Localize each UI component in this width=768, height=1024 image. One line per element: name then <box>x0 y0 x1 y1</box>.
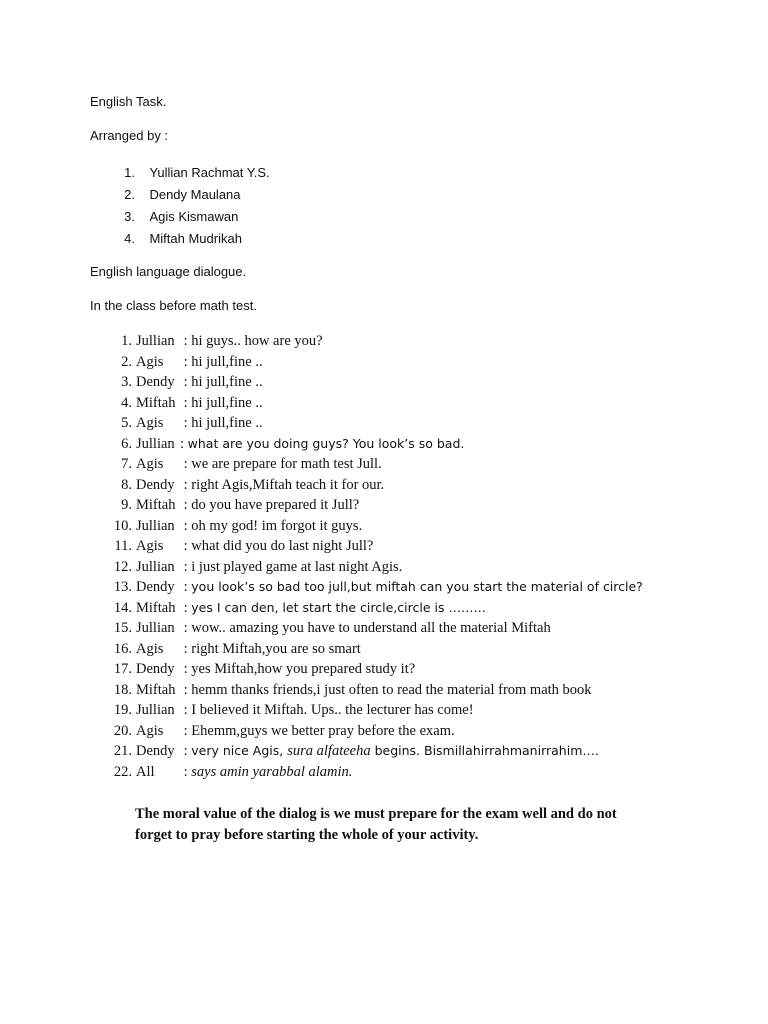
dialog-speaker: Agis <box>136 456 164 472</box>
dialog-text: Ehemm,guys we better pray before the exam. <box>191 722 455 739</box>
dialog-text: hemm thanks friends,i just often to read the material from math book <box>191 681 592 698</box>
author-item <box>90 164 270 186</box>
dialog-speaker: Miftah <box>136 599 176 616</box>
dialog-speaker: Dendy <box>136 743 175 759</box>
dialog-text: what are you doing guys? You look’s so bad. <box>187 435 465 451</box>
dialog-separator: : <box>180 435 188 452</box>
dialog-line-number: 2. <box>121 353 132 370</box>
dialog-line <box>90 558 643 579</box>
dialog-line-number: 10. <box>113 517 132 534</box>
dialog-speaker: Agis <box>136 640 164 657</box>
dialog-separator: : <box>180 353 192 370</box>
setting-heading: In the class before math test. <box>90 298 257 313</box>
moral-statement: The moral value of the dialog is we must prepare for the exam well and do not forget to pray before starting the whole of your activity. <box>135 806 617 843</box>
dialog-speaker: Jullian <box>136 620 175 636</box>
dialog-speaker: Dendy <box>136 476 175 493</box>
dialog-line <box>90 742 643 763</box>
author-item <box>90 230 270 252</box>
dialog-line-number: 12. <box>113 558 132 575</box>
author-list <box>90 164 270 252</box>
dialog-speaker: Agis <box>136 722 164 739</box>
dialog-text: what did you do last night Jull? <box>191 538 374 554</box>
author-name: Agis Kismawan <box>149 209 239 224</box>
dialog-line-number: 13. <box>113 579 132 595</box>
dialog-line <box>90 619 643 640</box>
dialog-separator: : <box>180 722 192 739</box>
dialog-line-number: 9. <box>121 497 132 513</box>
dialog-text: wow.. amazing you have to understand all the material Miftah <box>191 620 551 636</box>
dialog-line <box>90 353 643 374</box>
dialog-speaker: Jullian <box>136 517 175 534</box>
dialog-separator: : <box>180 743 192 759</box>
dialog-separator: : <box>180 702 192 718</box>
dialog-list <box>90 332 643 783</box>
dialog-line-number: 22. <box>113 763 132 780</box>
dialog-line-number: 19. <box>113 702 132 718</box>
dialog-speaker: Jullian <box>136 558 175 575</box>
dialog-speaker: Miftah <box>136 681 176 698</box>
dialog-speaker: All <box>136 763 155 780</box>
dialog-line <box>90 537 643 558</box>
author-item <box>90 208 270 230</box>
dialog-line <box>90 701 643 722</box>
dialog-separator: : <box>180 620 192 636</box>
task-title: English Task. <box>90 94 167 109</box>
dialog-line <box>90 722 643 743</box>
dialog-line <box>90 496 643 517</box>
dialog-line-number: 11. <box>114 538 132 554</box>
dialog-line <box>90 332 643 353</box>
dialog-separator: : <box>180 763 192 780</box>
dialog-speaker: Dendy <box>136 374 175 390</box>
dialog-line-number: 17. <box>113 661 132 677</box>
dialog-separator: : <box>180 579 192 595</box>
dialog-line-number: 5. <box>121 415 132 431</box>
dialog-separator: : <box>180 374 192 390</box>
dialog-line-number: 7. <box>121 456 132 472</box>
dialog-speaker: Agis <box>136 415 164 431</box>
dialog-speaker: Jullian <box>136 435 175 452</box>
author-number: 4. <box>124 231 135 246</box>
dialog-separator: : <box>180 333 192 349</box>
dialog-separator: : <box>180 517 192 534</box>
dialog-line <box>90 414 643 435</box>
dialog-line <box>90 476 643 497</box>
dialog-text: i just played game at last night Agis. <box>191 558 403 575</box>
dialog-text: yes I can den, let start the circle,circle is ……… <box>191 599 486 615</box>
dialog-line <box>90 373 643 394</box>
dialog-line <box>90 435 643 456</box>
dialog-separator: : <box>180 456 192 472</box>
dialog-line-number: 14. <box>113 599 132 616</box>
dialog-text: hi guys.. how are you? <box>191 333 323 349</box>
dialog-line <box>90 660 643 681</box>
dialog-separator: : <box>180 558 192 575</box>
dialog-italic-text: says amin yarabbal alamin. <box>191 763 353 780</box>
dialog-separator: : <box>180 497 192 513</box>
dialog-text: you look’s so bad too jull,but miftah can you start the material of circle? <box>191 579 643 594</box>
dialog-text: hi jull,fine .. <box>191 394 263 411</box>
dialog-separator: : <box>180 538 192 554</box>
dialog-tail-text: begins. Bismillahirrahmanirrahim…. <box>370 743 599 758</box>
arranged-by-label: Arranged by : <box>90 128 169 143</box>
dialog-line-number: 15. <box>113 620 132 636</box>
dialog-line <box>90 640 643 661</box>
dialog-line <box>90 578 643 599</box>
dialog-line-number: 8. <box>121 476 132 493</box>
dialog-separator: : <box>180 681 192 698</box>
dialog-text: hi jull,fine .. <box>191 374 263 390</box>
author-name: Miftah Mudrikah <box>149 231 242 246</box>
dialog-speaker: Miftah <box>136 394 176 411</box>
dialog-speaker: Agis <box>136 538 164 554</box>
dialog-speaker: Agis <box>136 353 164 370</box>
dialog-text: yes Miftah,how you prepared study it? <box>191 661 416 677</box>
dialog-speaker: Jullian <box>136 702 175 718</box>
author-item <box>90 186 270 208</box>
dialogue-heading: English language dialogue. <box>90 264 247 279</box>
dialog-line <box>90 394 643 415</box>
dialog-speaker: Dendy <box>136 579 175 595</box>
dialog-text: do you have prepared it Jull? <box>191 497 360 513</box>
dialog-italic-text: sura alfateeha <box>287 743 371 759</box>
author-number: 2. <box>124 187 135 202</box>
dialog-separator: : <box>180 661 192 677</box>
dialog-speaker: Jullian <box>136 333 175 349</box>
dialog-text: very nice Agis, <box>191 743 288 758</box>
dialog-text: oh my god! im forgot it guys. <box>191 517 363 534</box>
dialog-separator: : <box>180 599 192 616</box>
dialog-line-number: 4. <box>121 394 132 411</box>
dialog-line-number: 20. <box>113 722 132 739</box>
dialog-separator: : <box>180 476 192 493</box>
dialog-text: right Agis,Miftah teach it for our. <box>191 476 385 493</box>
dialog-text: right Miftah,you are so smart <box>191 640 361 657</box>
dialog-text: hi jull,fine .. <box>191 353 263 370</box>
dialog-line <box>90 599 643 620</box>
dialog-line-number: 16. <box>113 640 132 657</box>
dialog-text: hi jull,fine .. <box>191 415 263 431</box>
dialog-separator: : <box>180 640 192 657</box>
dialog-separator: : <box>180 394 192 411</box>
dialog-line-number: 1. <box>121 333 132 349</box>
dialog-line-number: 21. <box>113 743 132 759</box>
dialog-line <box>90 763 643 784</box>
dialog-line-number: 18. <box>113 681 132 698</box>
author-name: Yullian Rachmat Y.S. <box>149 165 270 180</box>
dialog-line-number: 3. <box>121 374 132 390</box>
dialog-speaker: Miftah <box>136 497 176 513</box>
dialog-line <box>90 517 643 538</box>
dialog-text: I believed it Miftah. Ups.. the lecturer has come! <box>191 702 474 718</box>
dialog-separator: : <box>180 415 192 431</box>
dialog-speaker: Dendy <box>136 661 175 677</box>
dialog-line <box>90 455 643 476</box>
author-number: 3. <box>124 209 135 224</box>
dialog-line <box>90 681 643 702</box>
dialog-line-number: 6. <box>121 435 132 452</box>
author-name: Dendy Maulana <box>149 187 241 202</box>
dialog-text: we are prepare for math test Jull. <box>191 456 382 472</box>
author-number: 1. <box>124 165 135 180</box>
